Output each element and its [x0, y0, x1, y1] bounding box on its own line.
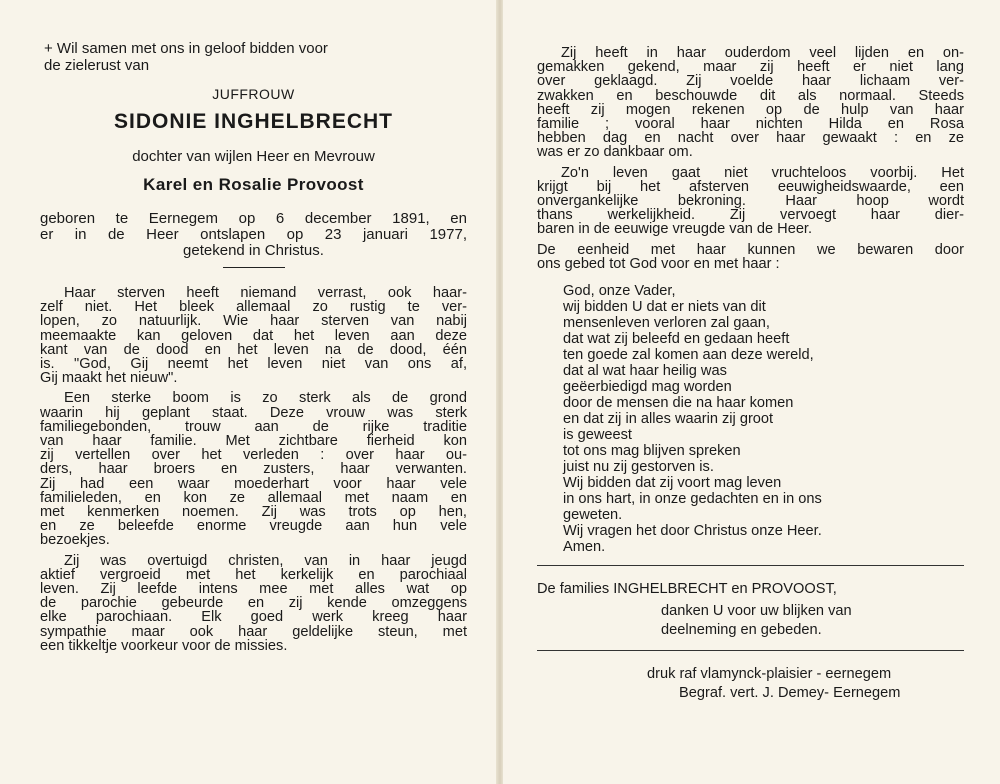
text-line: onvergankelijke bekroning. Haar hoop wordt: [537, 193, 964, 210]
daughter-of: dochter van wijlen Heer en Mevrouw: [132, 148, 375, 165]
text-line: ders, haar broers en zusters, haar verwanten.: [40, 461, 467, 478]
prayer-line: Wij vragen het door Christus onze Heer.: [563, 523, 822, 540]
prayer-line: ten goede zal komen aan deze wereld,: [563, 347, 814, 364]
prayer-line: dat al wat haar heilig was: [563, 363, 727, 380]
text-line: familiegebonden, trouw aan de rijke traditie: [40, 418, 467, 435]
prayer-line: Amen.: [563, 539, 606, 556]
prayer-line: Wij bidden dat zij voort mag leven: [563, 475, 782, 492]
thanks-line: deelneming en gebeden.: [661, 622, 822, 639]
text-line: ons gebed tot God voor en met haar :: [537, 255, 780, 272]
text-line: van haar familie. Met zichtbare fierheid kon: [40, 433, 467, 450]
text-line: meemaakte kan geloven dat het leven aan deze: [40, 327, 467, 344]
text-line: Een sterke boom is zo sterk als de grond: [64, 390, 467, 407]
text-line: De eenheid met haar kunnen we bewaren door: [537, 241, 964, 258]
text-line: krijgt bij het afsterven eeuwigheidswaarde, een: [537, 178, 964, 195]
undertaker-credit: Begraf. vert. J. Demey- Eernegem: [679, 685, 901, 702]
prayer-line: wij bidden U dat er niets van dit: [563, 299, 766, 316]
prayer-line: God, onze Vader,: [563, 283, 676, 300]
families-line: De families INGHELBRECHT en PROVOOST,: [537, 581, 837, 598]
text-line: elke parochiaan. Elk goed werk kreeg haar: [40, 609, 467, 626]
prayer-line: dat wat zij beleefd en gedaan heeft: [563, 331, 790, 348]
divider: [537, 565, 964, 566]
text-line: met kenmerken noemen. Zij was trots op hen,: [40, 504, 467, 521]
text-line: Haar sterven heeft niemand verrast, ook haar-: [64, 285, 467, 301]
text-line: een tikkeltje voorkeur voor de missies.: [40, 637, 288, 654]
paragraph-1: [40, 286, 467, 385]
prayer-line: is geweest: [563, 427, 632, 444]
divider: [537, 650, 964, 651]
text-line: gemakken gekend, maar zij heeft er niet lang: [537, 59, 964, 76]
right-page: [503, 0, 1000, 784]
prayer-line: juist nu zij gestorven is.: [563, 459, 714, 476]
text-line: kant van de dood en het leven na de dood, één: [40, 341, 467, 358]
intro-line-1: + Wil samen met ons in geloof bidden voor: [44, 40, 328, 57]
birth-death-info: [40, 211, 467, 259]
text-line: thans werkelijkheid. Zij vervoegt haar dier-: [537, 207, 964, 224]
text-line: was er zo dankbaar om.: [537, 144, 693, 161]
thanks-line: danken U voor uw blijken van: [661, 603, 852, 620]
credits: [647, 665, 964, 703]
printer-credit: druk raf vlamynck-plaisier - eernegem: [647, 666, 892, 683]
birth-line: er in de Heer ontslapen op 23 januari 1977,: [40, 226, 467, 243]
text-line: Zij was overtuigd christen, van in haar jeugd: [64, 552, 467, 569]
text-line: Zij heeft in haar ouderdom veel lijden en on-: [561, 45, 964, 61]
text-line: zij vertellen over het verleden : over haar ou-: [40, 447, 467, 464]
prayer-line: mensenleven verloren zal gaan,: [563, 315, 770, 332]
prayer-line: in ons hart, in onze gedachten en in ons: [563, 491, 822, 508]
paragraph-4: [537, 46, 964, 160]
prayer: [563, 283, 964, 555]
text-line: is. "God, Gij neemt het leven niet van ons af,: [40, 356, 467, 373]
text-line: leven. Zij leefde intens mee met alles wat op: [40, 581, 467, 598]
deceased-name: SIDONIE INGHELBRECHT: [113, 110, 393, 133]
title-juffrouw: JUFFROUW: [212, 86, 295, 102]
prayer-line: door de mensen die na haar komen: [563, 395, 794, 412]
text-line: over geklaagd. Zij voelde haar lichaam ver-: [537, 73, 964, 90]
text-line: de parochie gebeurde en zij kende omzeggens: [40, 595, 467, 612]
text-line: lopen, zo natuurlijk. Wie haar sterven van nabij: [40, 313, 467, 330]
prayer-line: geëerbiedigd mag worden: [563, 379, 732, 396]
text-line: waarin hij geplant staat. Deze vrouw was sterk: [40, 404, 467, 421]
intro: [44, 40, 467, 74]
text-line: familie ; vooral haar nichten Hilda en Rosa: [537, 116, 964, 133]
text-line: Zij had een waar moederhart voor haar vele: [40, 475, 467, 492]
prayer-line: en dat zij in alles waarin zij groot: [563, 411, 774, 428]
paragraph-5: [537, 166, 964, 237]
text-line: baren in de eeuwige vreugde van de Heer.: [537, 221, 813, 238]
text-line: zwakken en beschouwde dit als normaal. Steeds: [537, 87, 964, 104]
birth-line: getekend in Christus.: [183, 242, 324, 259]
paragraph-6: [537, 243, 964, 271]
text-line: aktief vergroeid met het kerkelijk en parochiaal: [40, 566, 467, 583]
prayer-line: tot ons mag blijven spreken: [563, 443, 741, 460]
paragraph-2: [40, 391, 467, 547]
thanks: [661, 602, 964, 640]
text-line: Zo'n leven gaat niet vruchteloos voorbij. Het: [561, 164, 964, 181]
text-line: sympathie maar ook haar geldelijke steun, met: [40, 623, 467, 640]
text-line: Gij maakt het nieuw".: [40, 370, 178, 387]
prayer-line: geweten.: [563, 507, 623, 524]
text-line: hebben dag en nacht over haar gewaakt : en ze: [537, 130, 964, 147]
birth-line: geboren te Eernegem op 6 december 1891, en: [40, 210, 467, 227]
text-line: bezoekjes.: [40, 532, 110, 549]
divider: [223, 267, 285, 268]
paragraph-3: [40, 554, 467, 653]
intro-line-2: de zielerust van: [44, 57, 150, 74]
text-line: en ze beleefde enorme vreugde aan hun vele: [40, 518, 467, 535]
text-line: heeft zij mogen rekenen op de hulp van haar: [537, 101, 964, 118]
text-line: zelf niet. Het bleek allemaal zo rustig te ver-: [40, 299, 467, 316]
parents-names: Karel en Rosalie Provoost: [143, 175, 364, 194]
left-page: [0, 0, 497, 784]
text-line: familieleden, en kon ze allemaal met naam en: [40, 489, 467, 506]
